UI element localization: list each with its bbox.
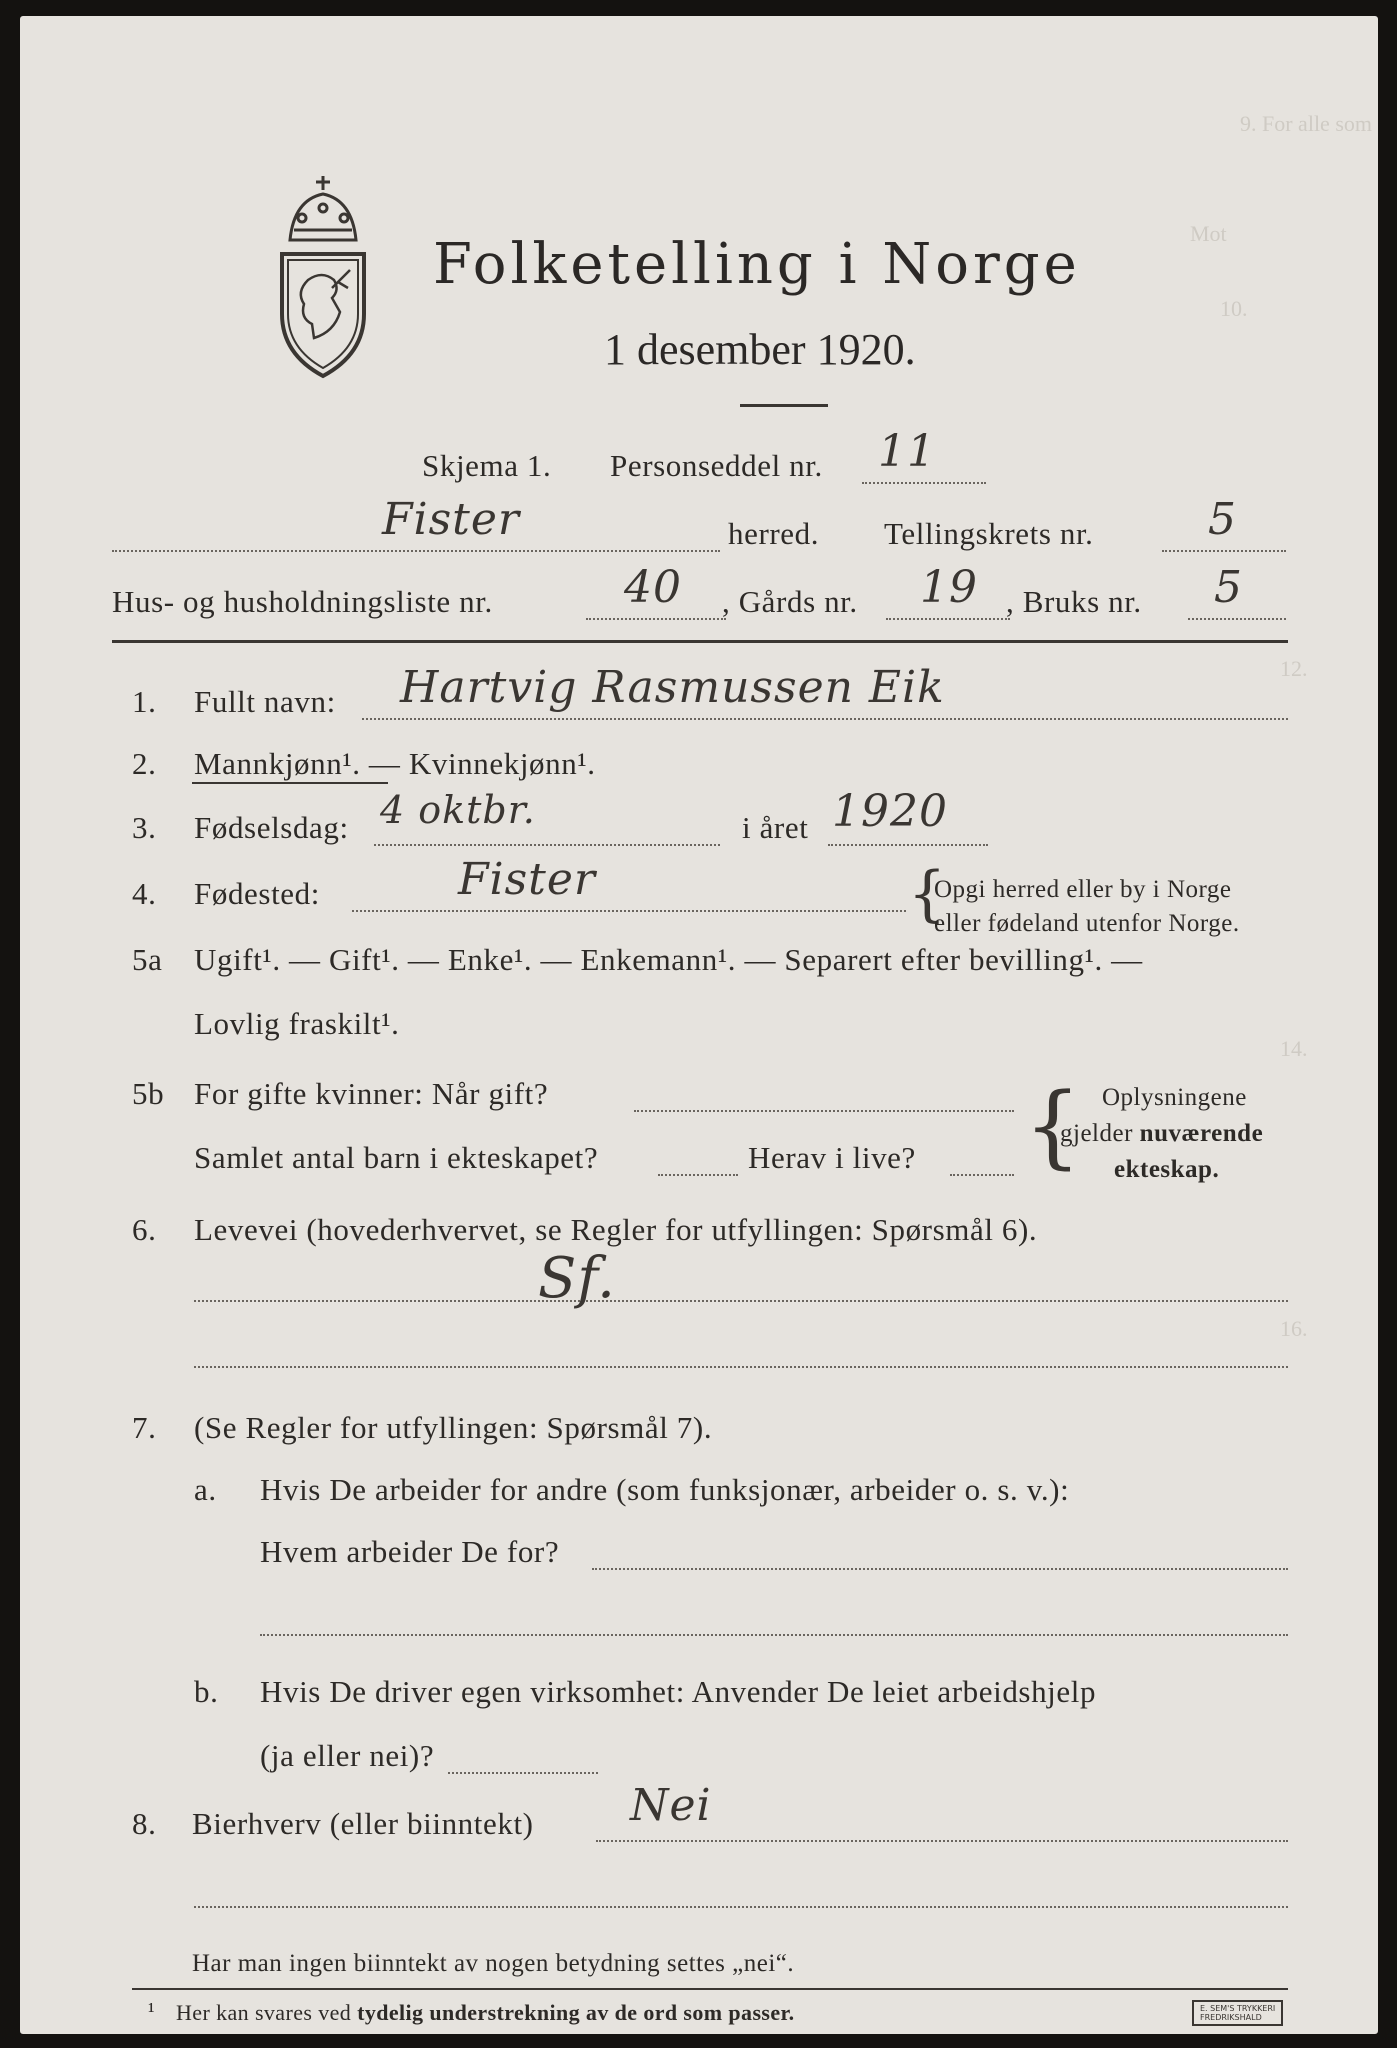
footnote-text-a: Her kan svares ved [176, 2000, 358, 2025]
q6-label: Levevei (hovederhvervet, se Regler for utfyllingen: Spørsmål 6). [194, 1212, 1038, 1247]
q5b-note-gjelder: gjelder [1060, 1120, 1140, 1147]
q7b-letter: b. [194, 1674, 219, 1709]
tellingskrets-value[interactable]: 5 [1208, 494, 1237, 545]
herred-line [112, 550, 720, 552]
q4-note-line2: eller fødeland utenfor Norge. [934, 910, 1240, 937]
q1-line [362, 718, 1288, 720]
q7b-yes-no-line [448, 1772, 598, 1774]
q8-side-income-value[interactable]: Nei [630, 1780, 712, 1831]
printer-stamp-line1: E. SEM'S TRYKKERI [1200, 2004, 1276, 2013]
bruks-label: , Bruks nr. [1006, 584, 1142, 619]
hus-label: Hus- og husholdningsliste nr. [112, 584, 493, 619]
herred-label: herred. [728, 516, 820, 551]
tellingskrets-label: Tellingskrets nr. [884, 516, 1094, 551]
gards-label: , Gårds nr. [722, 584, 858, 619]
q5b-married-label: For gifte kvinner: Når gift? [194, 1076, 549, 1111]
printer-stamp-line2: FREDRIKSHALD [1200, 2013, 1262, 2022]
q5a-number: 5a [132, 942, 163, 977]
q5b-brace: { [1024, 1074, 1082, 1179]
q7b-question: Hvis De driver egen virksomhet: Anvender De leiet arbeidshjelp [260, 1674, 1097, 1709]
q7a-letter: a. [194, 1472, 217, 1507]
footnote-mark: ¹ [148, 1998, 155, 2023]
hus-line [586, 618, 726, 620]
herred-value[interactable]: Fister [382, 494, 520, 545]
printer-stamp [1192, 2000, 1283, 2026]
q6-number: 6. [132, 1212, 157, 1247]
q7a-employer-label: Hvem arbeider De for? [260, 1534, 560, 1569]
q5b-note-line2 [1060, 1120, 1263, 1148]
q6-line1 [194, 1300, 1288, 1302]
q3-year-value[interactable]: 1920 [832, 786, 948, 837]
q1-label: Fullt navn: [194, 684, 336, 719]
q2-gender-options: Mannkjønn¹. — Kvinnekjønn¹. [194, 746, 596, 781]
schema-label: Skjema 1. [422, 448, 552, 483]
q5b-married-line [634, 1110, 1014, 1112]
q3-number: 3. [132, 810, 157, 845]
q7-label: (Se Regler for utfyllingen: Spørsmål 7). [194, 1410, 713, 1445]
q5b-alive-line [950, 1174, 1014, 1176]
q1-full-name-value[interactable]: Hartvig Rasmussen Eik [400, 662, 945, 713]
bruks-value[interactable]: 5 [1214, 562, 1243, 613]
footnote-text-b: tydelig understrekning av de ord som passer. [357, 2000, 795, 2025]
gards-value[interactable]: 19 [920, 562, 978, 613]
q4-label: Fødested: [194, 876, 320, 911]
q5b-alive-label: Herav i live? [748, 1140, 916, 1175]
q8-line [596, 1840, 1288, 1842]
side-income-note: Har man ingen biinntekt av nogen betydning settes „nei“. [192, 1950, 795, 1977]
q8-line2 [194, 1906, 1288, 1908]
q5b-number: 5b [132, 1076, 165, 1111]
q4-note-line1: Opgi herred eller by i Norge [934, 876, 1232, 903]
norwegian-coat-of-arms-icon [268, 168, 378, 382]
hus-value[interactable]: 40 [624, 562, 682, 613]
q4-line [352, 910, 906, 912]
q5a-marital-options: Ugift¹. — Gift¹. — Enke¹. — Enkemann¹. — Separert efter bevilling¹. — [194, 942, 1143, 977]
census-date: 1 desember 1920. [604, 325, 916, 374]
census-form-page: 9. For alle som Mot 10. 12. 14. 16. Folketelling i Norge 1 desember 1920. Skjema 1. Personseddel nr. 11 Fister herred. Tellingskrets nr. 5 Hus- og husholdningsliste nr. 40 , Gårds nr. 19 , Bruks nr. 5 1. Fullt navn: Hartvig Rasmussen Eik 2. Mannkjønn¹. — Kvinnekjønn¹. 3. Fødselsdag: 4 oktbr. i året 1920 4. Fødested: Fister { Opgi herred eller by i Norge eller fødeland utenfor Norge. 5a Ugift¹. — Gift¹. — Enke¹. — Enkemann¹. — Separert efter bevilling¹. — Lovlig fraskilt¹. 5b For gifte kvinner: Når gift? Samlet antal barn i ekteskapet? Herav i live? { Oplysningene gjelder nuværende ekteskap. 6. Levevei (hovederhvervet, se Regler for utfyllingen: Spørsmål 6). Sf. 7. (Se Regler for utfyllingen: Spørsmål 7). a. Hvis De arbeider for andre (som funksjonær, arbeider o. s. v.): Hvem arbeider De for? b. Hvis De driver egen virksomhet: Anvender De leiet arbeidshjelp (ja eller nei)? 8. Bierhverv (eller biinntekt) Nei Har man ingen biinntekt av nogen betydning settes „nei“. ¹ Her kan svares ved tydelig understrekning av de ord som passer. E. SEM'S TRYKKERI FREDRIKSHALD [20, 16, 1378, 2034]
q4-number: 4. [132, 876, 157, 911]
q3-birthday-line [374, 844, 720, 846]
q7-number: 7. [132, 1410, 157, 1445]
q5b-children-line [658, 1174, 738, 1176]
personseddel-label: Personseddel nr. [610, 448, 823, 483]
q3-year-line [828, 844, 988, 846]
q4-brace: { [908, 859, 947, 929]
q7a-question: Hvis De arbeider for andre (som funksjonær, arbeider o. s. v.): [260, 1472, 1070, 1507]
q1-number: 1. [132, 684, 157, 719]
q5b-note-line3: ekteskap. [1114, 1156, 1220, 1183]
q3-label: Fødselsdag: [194, 810, 349, 845]
q5b-note-line1: Oplysningene [1102, 1084, 1247, 1111]
q3-year-label: i året [742, 810, 809, 845]
q2-number: 2. [132, 746, 157, 781]
gards-line [886, 618, 1010, 620]
q6-line2 [194, 1366, 1288, 1368]
header-divider [112, 640, 1288, 643]
q7b-yes-no-label: (ja eller nei)? [260, 1738, 435, 1773]
tellingskrets-line [1162, 550, 1286, 552]
form-title: Folketelling i Norge [433, 232, 1081, 297]
q3-birthday-value[interactable]: 4 oktbr. [380, 788, 536, 832]
q7a-employer-line2 [260, 1634, 1288, 1636]
q5b-note-navaerende: nuværende [1139, 1120, 1264, 1147]
q8-number: 8. [132, 1806, 157, 1841]
q2-underline-mannkjonn [192, 782, 388, 784]
q6-occupation-value[interactable]: Sf. [538, 1246, 616, 1311]
q5b-children-label: Samlet antal barn i ekteskapet? [194, 1140, 599, 1175]
q8-label: Bierhverv (eller biinntekt) [192, 1806, 534, 1841]
footnote-divider [132, 1988, 1288, 1990]
personseddel-line [862, 482, 986, 484]
title-divider [740, 404, 828, 407]
footnote-text [176, 2000, 795, 2026]
q5a-marital-options-line2: Lovlig fraskilt¹. [194, 1006, 400, 1041]
q4-birthplace-value[interactable]: Fister [458, 854, 596, 905]
personseddel-value[interactable]: 11 [878, 426, 936, 477]
bruks-line [1188, 618, 1286, 620]
q7a-employer-line [592, 1568, 1288, 1570]
